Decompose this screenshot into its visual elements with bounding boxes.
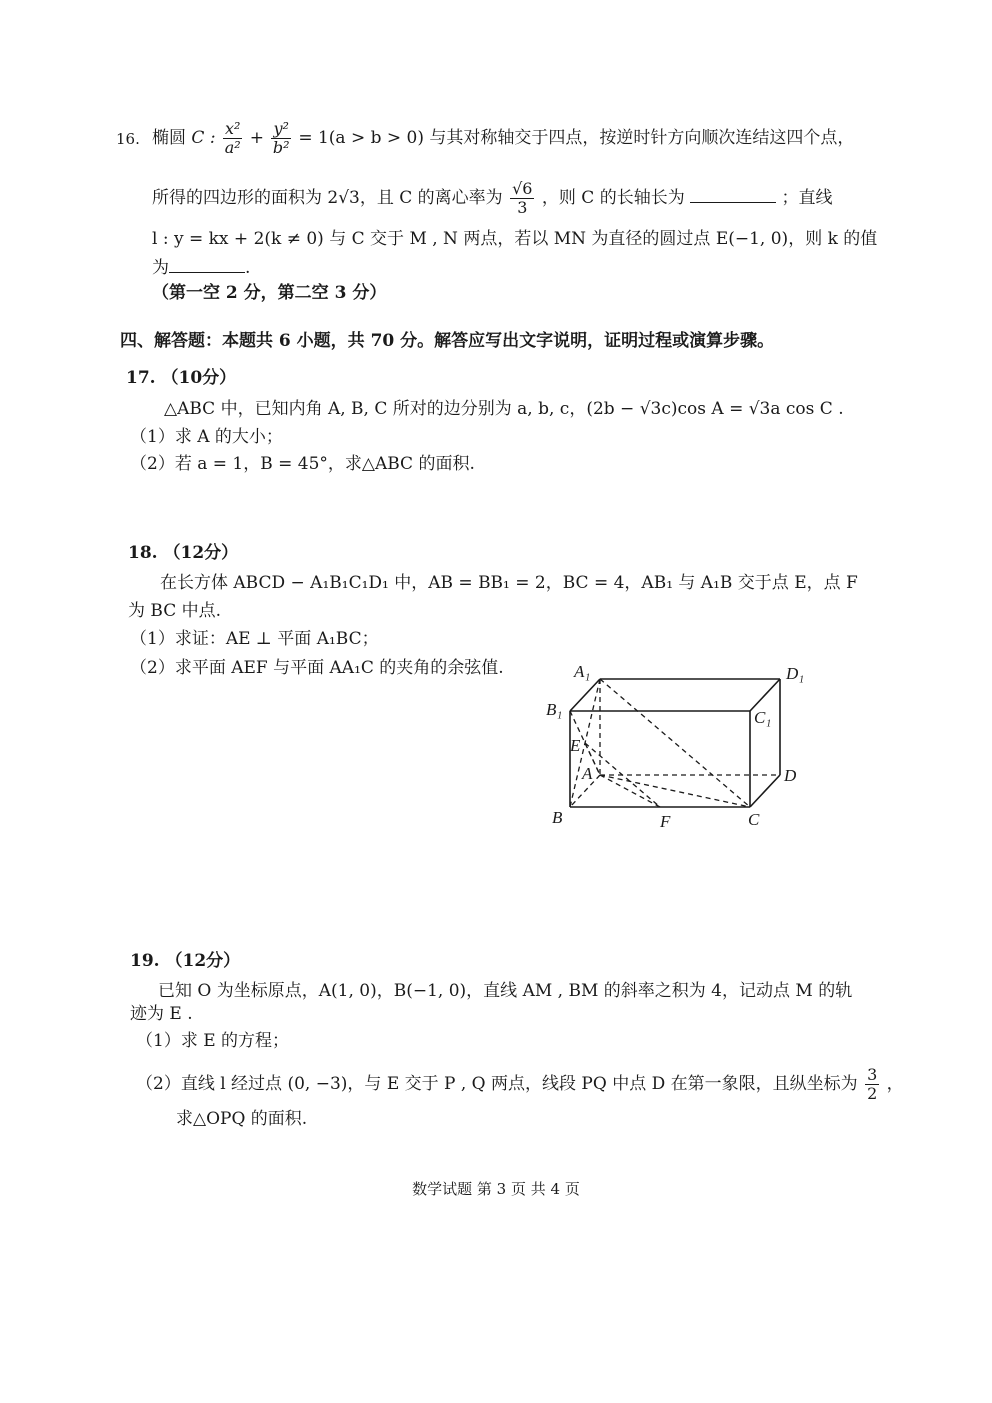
question-16-line-4 [152,256,250,279]
text: 椭圆 [152,128,186,148]
question-17-part-2: （2）若 a = 1，B = 45°，求△ABC 的面积. [130,454,475,474]
fraction [510,180,534,217]
section-4-title: 四、解答题：本题共 6 小题，共 70 分。解答应写出文字说明，证明过程或演算步骤。 [120,331,775,351]
text: . [245,258,251,278]
text: ， [886,1074,904,1094]
hidden-line-ac [600,775,750,807]
question-16-line-2 [152,180,833,217]
text: + [249,128,265,148]
text: 所得的四边形的面积为 2√3，且 C 的离心率为 [152,188,503,208]
fraction-numerator: √6 [512,179,533,198]
cuboid-figure [540,655,820,835]
question-19-stem-line-1: 已知 O 为坐标原点，A(1, 0)，B(−1, 0)，直线 AM , BM 的斜率之积为 4，记动点 M 的轨 [158,981,853,1001]
question-19-part-2-line-2: 求△OPQ 的面积. [176,1109,308,1129]
answer-blank-2[interactable] [169,256,245,273]
label-d: D [784,766,797,785]
text: 为 [152,258,169,278]
fraction-denominator: 2 [867,1084,878,1103]
text: C : [191,128,216,148]
fraction-numerator: 3 [867,1065,878,1084]
question-17-part-1: （1）求 A 的大小； [130,427,283,447]
fraction [865,1066,879,1103]
question-18-stem-line-2: 为 BC 中点. [128,601,222,621]
question-18-part-2: （2）求平面 AEF 与平面 AA₁C 的夹角的余弦值. [130,658,504,678]
label-d1: D₁ [786,664,805,683]
question-19-part-2 [136,1066,904,1103]
hidden-line-af [600,775,660,807]
question-16-number: 16. [116,130,140,148]
label-e: E [570,736,581,755]
label-a: A [582,764,593,783]
text: ，则 C 的长轴长为 [541,188,685,208]
label-b: B [552,808,563,827]
fraction-denominator: a² [224,138,241,157]
question-16-score-note: （第一空 2 分，第二空 3 分） [152,283,387,303]
label-b1: B₁ [546,700,563,719]
label-c: C [748,810,760,829]
cuboid-diagram [540,655,820,835]
label-a1: A₁ [574,662,591,681]
edge-cd [750,775,780,807]
label-f: F [660,812,671,831]
fraction-numerator: y² [273,119,289,138]
edge-d1c1 [750,679,780,711]
fraction [223,120,242,157]
answer-blank-1[interactable] [690,186,776,203]
question-16-line-1 [152,120,854,157]
fraction-denominator: b² [272,138,290,157]
question-19-header: 19. （12分） [130,951,241,971]
text: ；直线 [781,188,833,208]
page-footer: 数学试题 第 3 页 共 4 页 [412,1180,580,1198]
question-17-stem: △ABC 中，已知内角 A, B, C 所对的边分别为 a, b, c，(2b − √3c)cos A = √3a cos C . [164,399,844,419]
edge-a1b1 [570,679,600,711]
question-18-stem-line-1: 在长方体 ABCD − A₁B₁C₁D₁ 中，AB = BB₁ = 2，BC = 4，AB₁ 与 A₁B 交于点 E，点 F [160,573,858,593]
hidden-line-a1c [600,679,750,807]
question-16-line-3: l : y = kx + 2(k ≠ 0) 与 C 交于 M , N 两点，若以 MN 为直径的圆过点 E(−1, 0)，则 k 的值 [152,229,878,249]
fraction-numerator: x² [224,119,241,138]
text: = 1(a > b > 0) 与其对称轴交于四点，按逆时针方向顺次连结这四个点， [298,128,855,148]
fraction [271,120,290,157]
question-19-stem-line-2: 迹为 E . [130,1004,193,1024]
label-c1: C₁ [754,708,772,727]
question-18-part-1: （1）求证：AE ⊥ 平面 A₁BC； [130,629,379,649]
text: （2）直线 l 经过点 (0, −3)，与 E 交于 P , Q 两点，线段 PQ 中点 D 在第一象限，且纵坐标为 [136,1074,858,1094]
fraction-denominator: 3 [517,198,528,217]
question-18-header: 18. （12分） [128,543,239,563]
question-19-part-1: （1）求 E 的方程； [136,1031,290,1051]
question-17-header: 17. （10分） [126,368,237,388]
